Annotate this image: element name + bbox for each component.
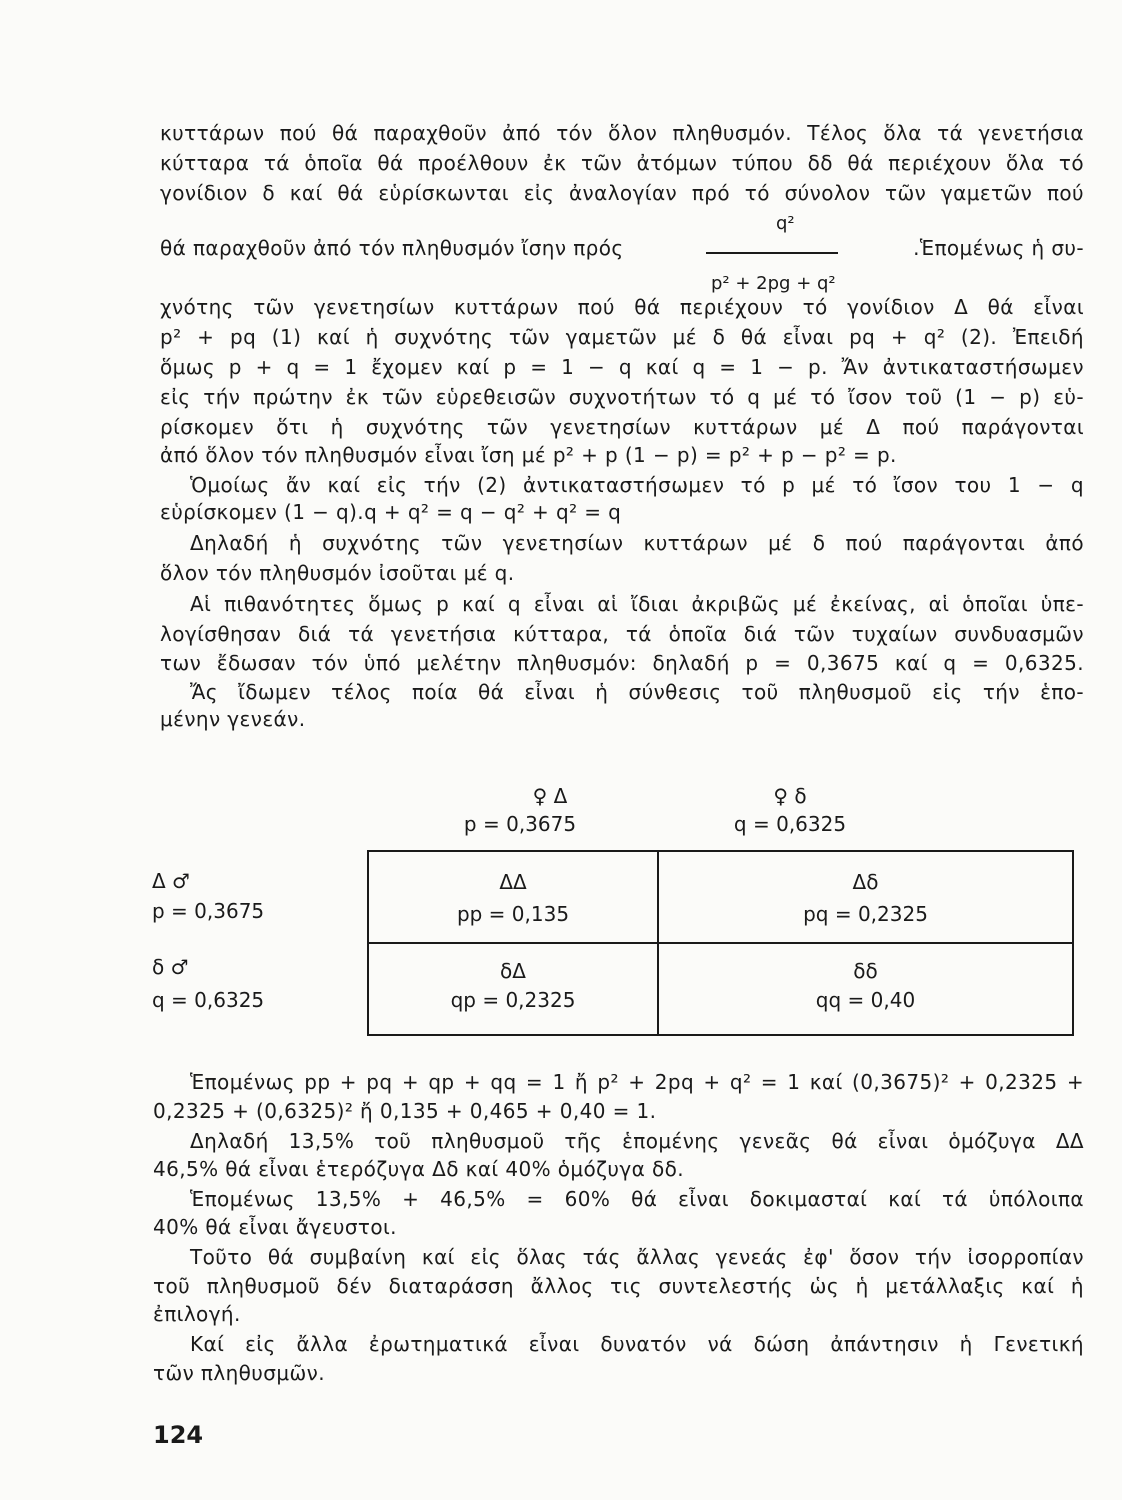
text-line: .Ἑπομένως ἡ συ- [913, 236, 1084, 260]
text-line: 46,5% θά εἶναι ἑτερόζυγα Δδ καί 40% ὁμόζυγα δδ. [153, 1157, 684, 1181]
text-line: λογίσθησαν διά τά γενετήσια κύτταρα, τά ὁποῖα διά τῶν τυχαίων συνδυασμῶν [160, 622, 1084, 646]
page-number: 124 [153, 1421, 204, 1449]
text-line: Ἑπομένως 13,5% + 46,5% = 60% θά εἶναι δοκιμασταί καί τά ὑπόλοιπα [190, 1187, 1084, 1211]
text-line: Τοῦτο θά συμβαίνη καί εἰς ὅλας τάς ἄλλας γενεάς ἐφ' ὅσον τήν ἰσορροπίαν [190, 1245, 1084, 1269]
row-val-q: q = 0,6325 [152, 988, 265, 1012]
text-line: ἀπό ὅλον τόν πληθυσμόν εἶναι ἴση μέ p² + p (1 − p) = p² + p − p² = p. [160, 443, 897, 467]
cell-DD-genotype: ΔΔ [499, 870, 527, 894]
text-line: Ἑπομένως pp + pq + qp + qq = 1 ἤ p² + 2pq + q² = 1 καί (0,3675)² + 0,2325 + [190, 1070, 1084, 1094]
text-line: Ὁμοίως ἄν καί εἰς τήν (2) ἀντικαταστήσωμεν τό p μέ τό ἴσον του 1 − q [190, 473, 1084, 497]
cell-dD-value: qp = 0,2325 [450, 988, 576, 1012]
text-line: p² + pq (1) καί ἡ συχνότης τῶν γαμετῶν μέ δ θά εἶναι pq + q² (2). Ἐπειδή [160, 325, 1084, 349]
text-line: Δηλαδή ἡ συχνότης τῶν γενετησίων κυττάρων μέ δ πού παράγονται ἀπό [190, 531, 1084, 555]
text-line: ρίσκομεν ὅτι ἡ συχνότης τῶν γενετησίων κυττάρων μέ Δ πού παράγονται [160, 415, 1084, 439]
text-line: 0,2325 + (0,6325)² ἤ 0,135 + 0,465 + 0,40 = 1. [153, 1099, 657, 1123]
text-line: γονίδιον δ καί θά εὑρίσκωνται εἰς ἀναλογίαν πρό τό σύνολον τῶν γαμετῶν πού [160, 181, 1084, 205]
cell-Dd-value: pq = 0,2325 [803, 902, 928, 926]
text-line: ὅμως p + q = 1 ἔχομεν καί p = 1 − q καί q = 1 − p. Ἄν ἀντικαταστήσωμεν [160, 355, 1084, 379]
row-val-p: p = 0,3675 [152, 899, 265, 923]
text-line: κύτταρα τά ὁποῖα θά προέλθουν ἐκ τῶν ἀτόμων τύπου δδ θά περιέχουν ὅλα τό [160, 151, 1084, 175]
text-line: Αἱ πιθανότητες ὅμως p καί q εἶναι αἱ ἴδιαι ἀκριβῶς μέ ἐκείνας, αἱ ὁποῖαι ὑπε- [190, 592, 1084, 616]
text-line: εὑρίσκομεν (1 − q).q + q² = q − q² + q² = q [160, 500, 622, 524]
col-head-female-d: ♀ δ [773, 784, 807, 808]
text-line: κυττάρων πού θά παραχθοῦν ἀπό τόν ὅλον πληθυσμόν. Τέλος ὅλα τά γενετήσια [160, 121, 1084, 145]
row-head-male-d: δ ♂ [152, 955, 189, 979]
col-head-female-D: ♀ Δ [532, 784, 568, 808]
text-line: Δηλαδή 13,5% τοῦ πληθυσμοῦ τῆς ἑπομένης γενεᾶς θά εἶναι ὁμόζυγα ΔΔ [190, 1129, 1084, 1153]
text-line: τῶν πληθυσμῶν. [153, 1361, 325, 1385]
punnett-grid [367, 850, 1074, 1036]
text-line: 40% θά εἶναι ἄγευστοι. [153, 1215, 397, 1239]
text-line: τοῦ πληθυσμοῦ δέν διαταράσση ἄλλος τις συντελεστής ὡς ἡ μετάλλαξις καί ἡ [153, 1274, 1084, 1298]
text-line: ἐπιλογή. [153, 1302, 241, 1326]
text-line: ὅλον τόν πληθυσμόν ἰσοῦται μέ q. [160, 561, 515, 585]
cell-dd-genotype: δδ [853, 959, 878, 983]
fraction-numerator: q² [776, 213, 795, 234]
grid-divider [369, 942, 1072, 944]
row-head-male-D: Δ ♂ [152, 869, 190, 893]
cell-dD-genotype: δΔ [500, 959, 526, 983]
cell-DD-value: pp = 0,135 [456, 902, 570, 926]
cell-dd-value: qq = 0,40 [815, 988, 916, 1012]
text-line: μένην γενεάν. [160, 707, 306, 731]
cell-Dd-genotype: Δδ [852, 870, 879, 894]
col-val-q: q = 0,6325 [733, 812, 847, 836]
text-line: των ἔδωσαν τόν ὑπό μελέτην πληθυσμόν: δηλαδή p = 0,3675 καί q = 0,6325. [160, 651, 1084, 675]
text-line: θά παραχθοῦν ἀπό τόν πληθυσμόν ἴσην πρός [160, 236, 624, 260]
text-line: Καί εἰς ἄλλα ἐρωτηματικά εἶναι δυνατόν νά δώση ἀπάντησιν ἡ Γενετική [190, 1332, 1084, 1356]
text-line: εἰς τήν πρώτην ἐκ τῶν εὑρεθεισῶν συχνοτήτων τό q μέ τό ἴσον τοῦ (1 − p) εὑ- [160, 385, 1084, 409]
fraction-bar [706, 252, 838, 254]
text-line: χνότης τῶν γενετησίων κυττάρων πού θά περιέχουν τό γονίδιον Δ θά εἶναι [160, 295, 1084, 319]
col-val-p: p = 0,3675 [463, 812, 577, 836]
text-line: Ἄς ἴδωμεν τέλος ποία θά εἶναι ἡ σύνθεσις τοῦ πληθυσμοῦ εἰς τήν ἑπο- [190, 680, 1084, 704]
fraction-denominator: p² + 2pg + q² [711, 273, 836, 294]
